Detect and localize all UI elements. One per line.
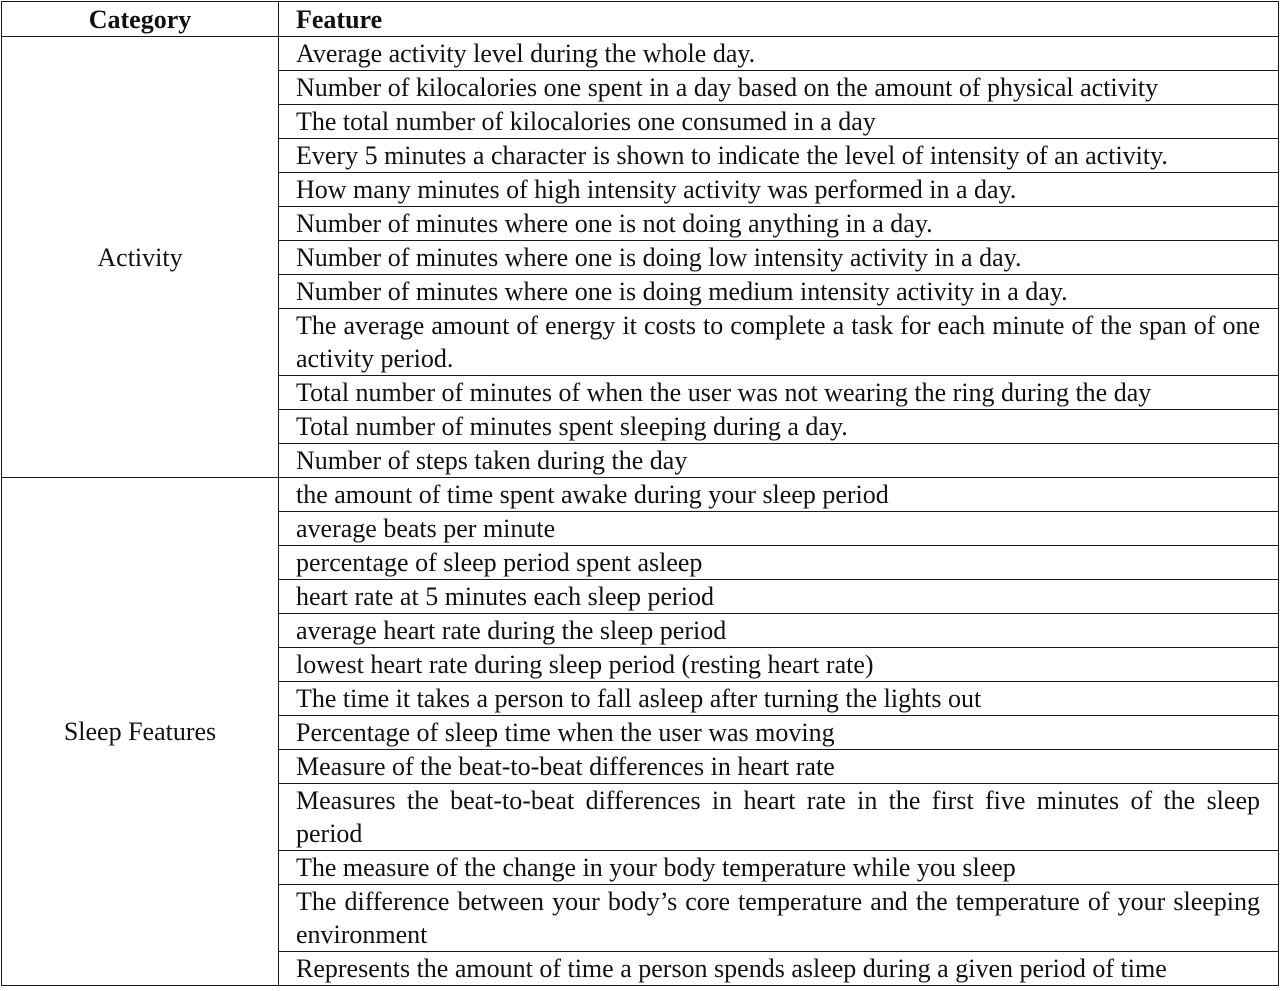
feature-cell: The average amount of energy it costs to complete a task for each minute of the span of one activity period. [279,309,1279,376]
feature-cell: heart rate at 5 minutes each sleep period [279,580,1279,614]
feature-cell: Number of minutes where one is not doing anything in a day. [279,207,1279,241]
feature-cell: Number of kilocalories one spent in a day based on the amount of physical activity [279,71,1279,105]
feature-table [1,1,1279,986]
feature-cell: Number of minutes where one is doing medium intensity activity in a day. [279,275,1279,309]
table-body [2,37,1279,986]
feature-cell: Number of minutes where one is doing low intensity activity in a day. [279,241,1279,275]
feature-header: Feature [279,2,1279,37]
category-cell: Activity [2,37,279,478]
feature-cell: lowest heart rate during sleep period (resting heart rate) [279,648,1279,682]
feature-cell: Measures the beat-to-beat differences in heart rate in the first five minutes of the sleep period [279,784,1279,851]
feature-cell: Average activity level during the whole day. [279,37,1279,71]
feature-cell: Represents the amount of time a person spends asleep during a given period of time [279,952,1279,986]
feature-cell: The difference between your body’s core temperature and the temperature of your sleeping environment [279,885,1279,952]
feature-cell: average heart rate during the sleep period [279,614,1279,648]
feature-cell: Measure of the beat-to-beat differences in heart rate [279,750,1279,784]
feature-cell: Number of steps taken during the day [279,444,1279,478]
feature-cell: Every 5 minutes a character is shown to indicate the level of intensity of an activity. [279,139,1279,173]
feature-cell: How many minutes of high intensity activity was performed in a day. [279,173,1279,207]
table-row [2,478,1279,512]
table-row [2,37,1279,71]
header-row [2,2,1279,37]
feature-cell: Total number of minutes of when the user was not wearing the ring during the day [279,376,1279,410]
category-header: Category [2,2,279,37]
feature-cell: percentage of sleep period spent asleep [279,546,1279,580]
feature-cell: average beats per minute [279,512,1279,546]
feature-cell: Total number of minutes spent sleeping during a day. [279,410,1279,444]
feature-cell: the amount of time spent awake during your sleep period [279,478,1279,512]
feature-cell: The total number of kilocalories one consumed in a day [279,105,1279,139]
feature-cell: Percentage of sleep time when the user was moving [279,716,1279,750]
category-cell: Sleep Features [2,478,279,986]
feature-cell: The time it takes a person to fall asleep after turning the lights out [279,682,1279,716]
feature-cell: The measure of the change in your body temperature while you sleep [279,851,1279,885]
